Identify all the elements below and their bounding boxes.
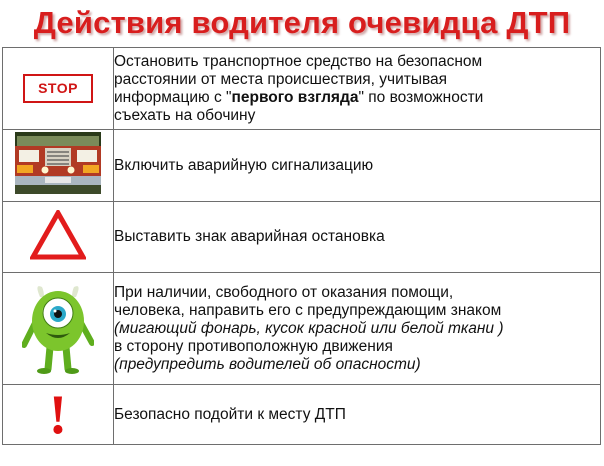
table-row [3, 130, 601, 202]
car-hazard-lights-icon [15, 132, 101, 194]
icon-cell [3, 385, 114, 445]
row-text [114, 48, 601, 130]
stop-sign-icon: STOP [23, 74, 93, 103]
bold-phrase: первого взгляда [231, 88, 359, 106]
icon-cell [3, 130, 114, 202]
table-row [3, 48, 601, 130]
text-line-italic: (предупредить водителей об опасности) [114, 355, 421, 373]
table-row [3, 385, 601, 445]
text-line: человека, направить его с предупреждающим знаком [114, 301, 502, 319]
row-text [114, 273, 601, 385]
actions-table [2, 47, 601, 445]
text-line: расстоянии от места происшествия, учитывая [114, 70, 448, 88]
icon-cell [3, 202, 114, 273]
text-line: информацию с "первого взгляда" по возможности [114, 88, 484, 106]
text-line: Остановить транспортное средство на безопасном [114, 52, 483, 70]
icon-cell [3, 48, 114, 130]
icon-cell [3, 273, 114, 385]
exclamation-icon: ! [48, 383, 68, 446]
text-line: в сторону противоположную движения [114, 337, 393, 355]
text-line: съехать на обочину [114, 106, 256, 124]
page-title: Действия водителя очевидца ДТП [33, 5, 571, 40]
text-line-italic: (мигающий фонарь, кусок красной или белой ткани ) [114, 319, 504, 337]
green-monster-icon [22, 277, 94, 375]
warning-triangle-icon [30, 210, 86, 260]
row-text: Выставить знак аварийная остановка [114, 202, 601, 273]
row-text: Безопасно подойти к месту ДТП [114, 385, 601, 445]
row-text: Включить аварийную сигнализацию [114, 130, 601, 202]
table-row [3, 273, 601, 385]
text-line: При наличии, свободного от оказания помощи, [114, 283, 454, 301]
table-row [3, 202, 601, 273]
